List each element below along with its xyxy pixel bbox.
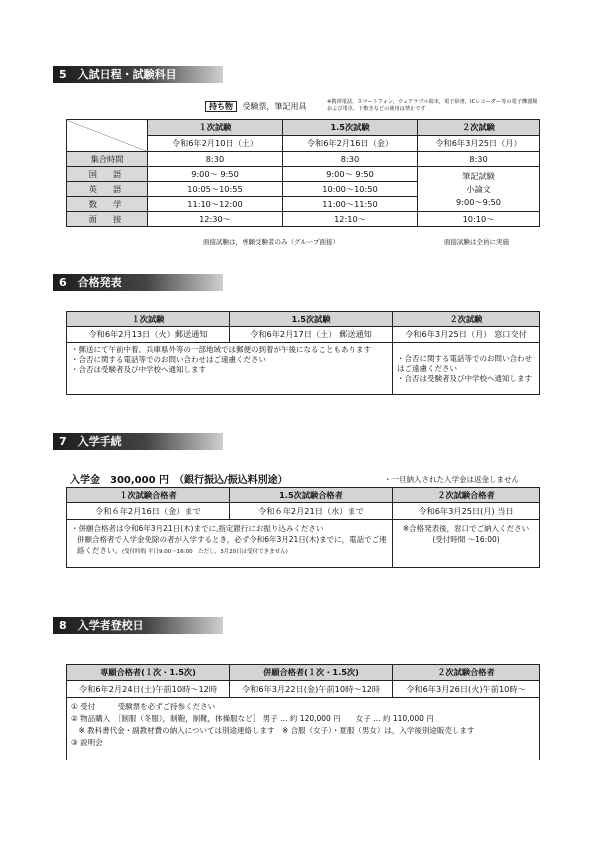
table-cell: 11:10～12:00 bbox=[148, 197, 283, 212]
note-item: ・郵送にて午前中着。兵庫県外等の一部地域では郵便の到着が午後になることもあります bbox=[71, 345, 371, 354]
table-cell: 10:00～10:50 bbox=[283, 182, 418, 197]
row-label: 面 接 bbox=[67, 212, 148, 227]
note-sub-text: 併願合格者で入学金免除の者が入学するとき，必ず令和6年3月21日(木)までに，電話でご連絡ください。 bbox=[77, 535, 387, 555]
note-right-time: (受付時間 ～16:00) bbox=[432, 535, 500, 544]
exam-date: 令和6年2月10日（土） bbox=[148, 136, 283, 152]
interview-note-left: 面接試験は，専願受験者のみ（グループ面接） bbox=[203, 238, 339, 246]
orientation-item: ② 物品購入 ［制服（冬服），制鞄，制靴，体操服など］ 男子 … 約 120,000 円 女子 … 約 110,000 円 bbox=[71, 714, 434, 723]
deadline: 令和６年2月21日（水）まで bbox=[230, 503, 393, 520]
section-8-title: 8 入学者登校日 bbox=[53, 617, 223, 634]
orientation-item: ① 受付 受験票を必ずご持参ください bbox=[71, 702, 216, 711]
mochimono-label: 持ち物 bbox=[205, 101, 237, 112]
table-cell: 9:00～ 9:50 bbox=[148, 167, 283, 182]
results-notes-right bbox=[393, 343, 540, 395]
results-notes-left bbox=[67, 343, 393, 395]
col-header: 1.5次試験 bbox=[230, 312, 393, 327]
col-header: 1.5次試験 bbox=[283, 120, 418, 136]
deadline: 令和６年2月16日（金）まで bbox=[67, 503, 230, 520]
table-cell: 12:30～ bbox=[148, 212, 283, 227]
orientation-date: 令和6年3月22日(金)午前10時～12時 bbox=[230, 681, 393, 698]
col-header: 併願合格者(１次・1.5次) bbox=[230, 665, 393, 681]
table-cell: 11:00～11:50 bbox=[283, 197, 418, 212]
note-main: ・併願合格者は令和6年3月21日(木)までに,指定銀行にお振り込みください bbox=[71, 524, 324, 533]
row-label: 集合時間 bbox=[67, 152, 148, 167]
note-right: ※合格発表後，窓口でご納入ください bbox=[402, 524, 530, 533]
interview-note-right: 面接試験は全員に実施 bbox=[444, 238, 509, 246]
col-header: ２次試験 bbox=[393, 312, 540, 327]
col-header: ２次試験合格者 bbox=[393, 665, 540, 681]
col-header: 専願合格者(１次・1.5次) bbox=[67, 665, 230, 681]
orientation-date: 令和6年3月26日(火)午前10時～ bbox=[393, 681, 540, 698]
result-date: 令和6年2月13日（火）郵送通知 bbox=[67, 327, 230, 343]
table-cell: 12:10～ bbox=[283, 212, 418, 227]
note-item: ・合否に関する電話等でのお問い合わせはご遠慮ください bbox=[71, 355, 266, 364]
mochimono-note: ※携帯電話，スマートフォン，ウェアラブル端末，電子辞書，ICレコーダー等の電子機器類および電卓，下敷きなどの使用は禁止です bbox=[327, 99, 538, 112]
fee-note: ・一旦納入された入学金は返金しません bbox=[384, 475, 519, 484]
orientation-items bbox=[67, 698, 540, 760]
result-date: 令和6年2月17日（土） 郵送通知 bbox=[230, 327, 393, 343]
col-header: 1.5次試験合格者 bbox=[230, 488, 393, 503]
exam-date: 令和6年2月16日（金） bbox=[283, 136, 418, 152]
col-header: １次試験 bbox=[67, 312, 230, 327]
second-exam-line: 9:00～9:50 bbox=[456, 196, 501, 207]
enrollment-table bbox=[66, 487, 540, 568]
row-label: 英 語 bbox=[67, 182, 148, 197]
table-cell: 8:30 bbox=[148, 152, 283, 167]
section-7-title: 7 入学手続 bbox=[53, 433, 223, 450]
mochimono bbox=[205, 101, 307, 112]
table-corner bbox=[67, 120, 148, 152]
enrollment-notes-left bbox=[67, 520, 393, 568]
col-header: ２次試験 bbox=[418, 120, 540, 136]
col-header: １次試験 bbox=[148, 120, 283, 136]
results-table bbox=[66, 311, 540, 395]
section-5-title: 5 入試日程・試験科目 bbox=[53, 66, 223, 83]
exam-schedule-table bbox=[66, 119, 540, 227]
orientation-date: 令和6年2月24日(土)午前10時～12時 bbox=[67, 681, 230, 698]
section-6-title: 6 合格発表 bbox=[53, 274, 223, 291]
row-label: 国 語 bbox=[67, 167, 148, 182]
entrance-fee: 入学金 300,000 円 （銀行振込/振込料別途） bbox=[70, 475, 288, 486]
note-item: ・合否は受験者及び中学校へ通知します bbox=[71, 365, 206, 374]
mochimono-items: 受験票，筆記用具 bbox=[242, 102, 307, 111]
second-exam-line: 筆記試験 bbox=[462, 170, 495, 181]
second-exam-line: 小論文 bbox=[466, 183, 491, 194]
col-header: ２次試験合格者 bbox=[393, 488, 540, 503]
note-item: ・合否に関する電話等でのお問い合わせはご遠慮ください bbox=[397, 353, 532, 373]
enrollment-notes-right bbox=[393, 520, 540, 568]
col-header: １次試験合格者 bbox=[67, 488, 230, 503]
note-item: ・合否は受験者及び中学校へ通知します bbox=[397, 373, 532, 383]
orientation-item: ③ 説明会 bbox=[71, 738, 103, 747]
table-cell: 8:30 bbox=[283, 152, 418, 167]
note-small: (受付時間 平日9:00～16:00 ただし，3月20日は受付できません) bbox=[122, 549, 288, 555]
result-date: 令和6年3月25日（月） 窓口交付 bbox=[393, 327, 540, 343]
note-sub bbox=[71, 534, 388, 558]
table-cell: 8:30 bbox=[418, 152, 540, 167]
second-exam-cell bbox=[418, 167, 540, 212]
table-cell: 10:05～10:55 bbox=[148, 182, 283, 197]
row-label: 数 学 bbox=[67, 197, 148, 212]
deadline: 令和6年3月25日(月) 当日 bbox=[393, 503, 540, 520]
orientation-item: ※ 教科書代金・副教材費の納入については別途連絡します ※ 合服（女子）・夏服（男女）は，入学後別途販売します bbox=[71, 726, 475, 735]
exam-date: 令和6年3月25日（月） bbox=[418, 136, 540, 152]
orientation-table bbox=[66, 664, 540, 760]
table-cell: 10:10～ bbox=[418, 212, 540, 227]
table-cell: 9:00～ 9:50 bbox=[283, 167, 418, 182]
